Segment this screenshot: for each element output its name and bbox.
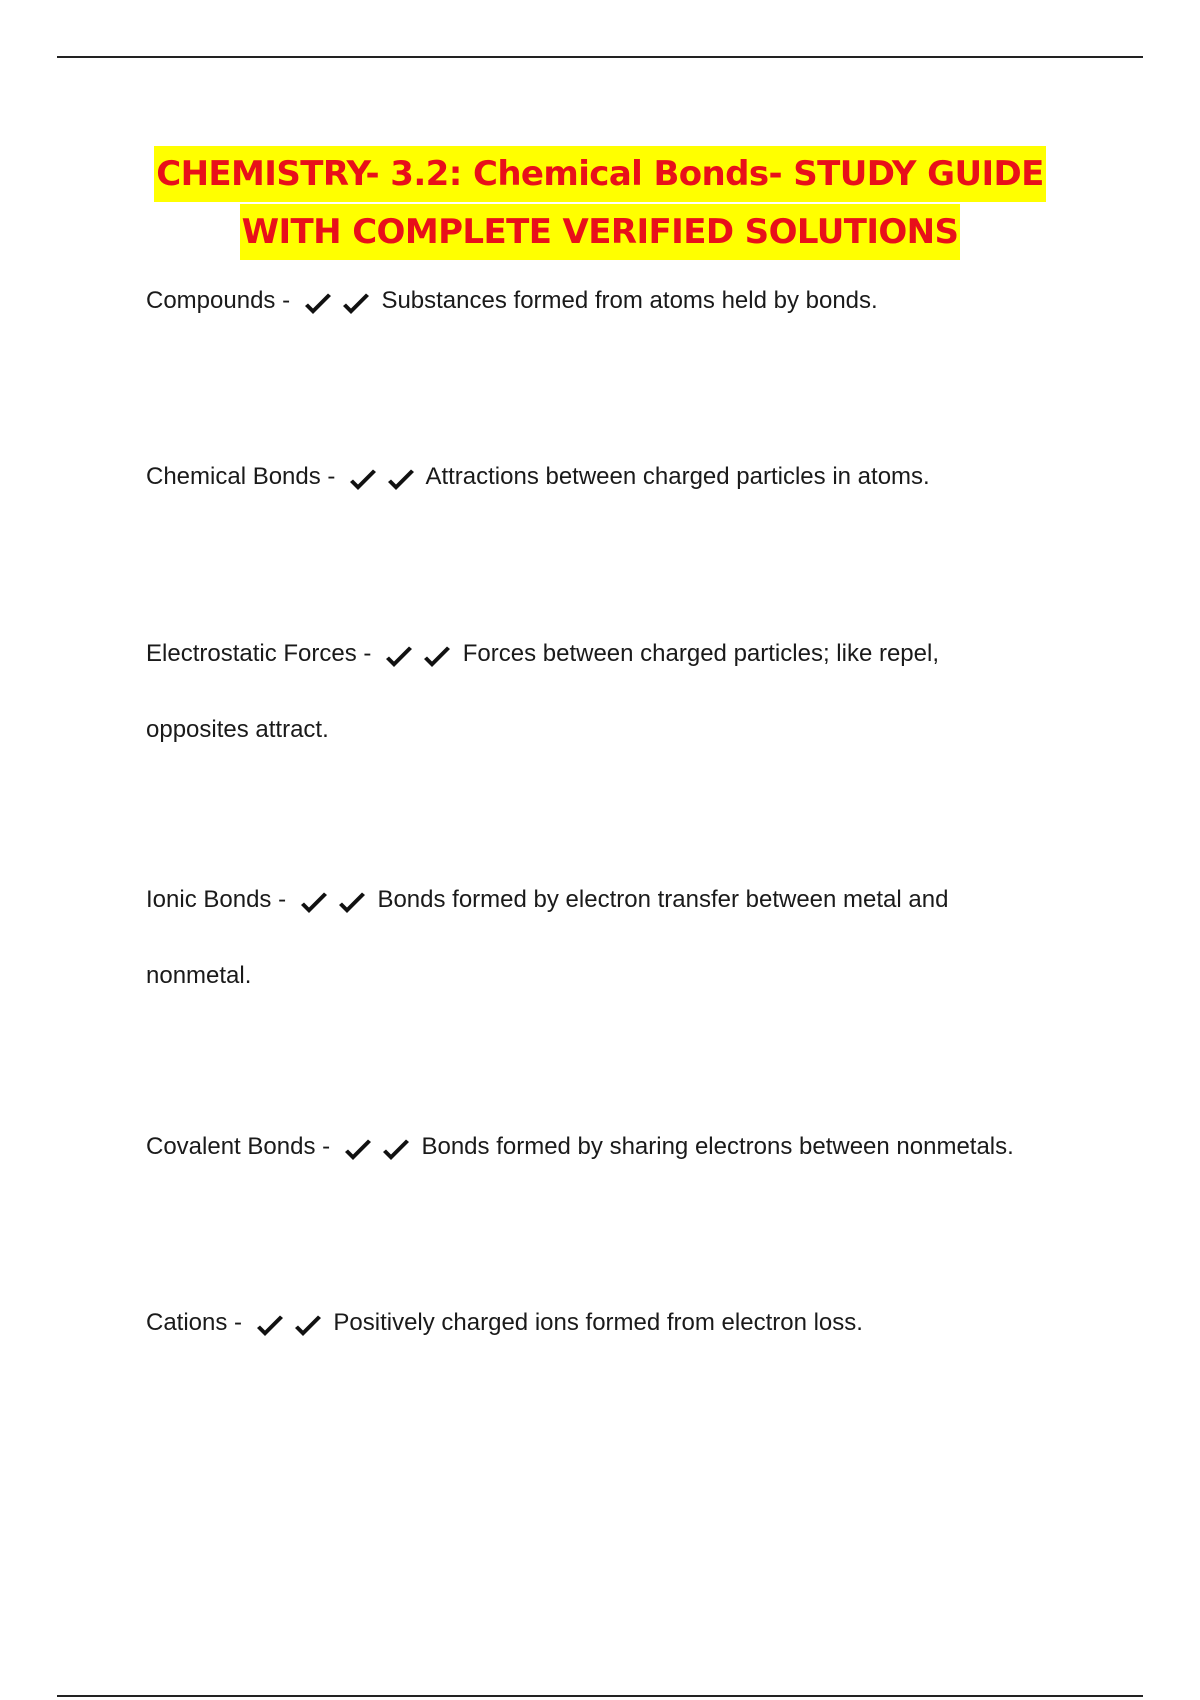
check-marks: [348, 443, 416, 516]
entry-definition: Substances formed from atoms held by bonds.: [381, 287, 878, 314]
check-icon: [299, 892, 329, 916]
check-marks: [255, 1289, 323, 1362]
check-icon: [381, 1139, 411, 1163]
entry-separator: -: [234, 1309, 243, 1336]
title-line-1: CHEMISTRY- 3.2: Chemical Bonds- STUDY GUIDE: [154, 146, 1046, 202]
entry-term: Chemical Bonds: [146, 463, 321, 490]
entry-term: Ionic Bonds: [146, 886, 272, 913]
entry-term: Electrostatic Forces: [146, 640, 357, 667]
entry-definition: Forces between charged particles; like repel,: [462, 640, 939, 667]
bottom-rule: [57, 1695, 1143, 1697]
entry-electrostatic-forces: [146, 617, 1086, 766]
check-icon: [422, 646, 452, 670]
entry-definition: Bonds formed by sharing electrons between nonmetals.: [421, 1133, 1014, 1160]
entry-separator: -: [282, 287, 291, 314]
check-icon: [293, 1315, 323, 1339]
title-line-2: WITH COMPLETE VERIFIED SOLUTIONS: [240, 204, 961, 260]
entry-definition: Attractions between charged particles in atoms.: [425, 463, 930, 490]
check-marks: [343, 1113, 411, 1186]
check-marks: [303, 267, 371, 340]
entry-term: Cations: [146, 1309, 228, 1336]
check-marks: [384, 620, 452, 693]
entry-compounds: [146, 264, 1086, 340]
entry-cations: [146, 1286, 1086, 1362]
check-icon: [343, 1139, 373, 1163]
check-marks: [299, 866, 367, 939]
entry-term: Covalent Bonds: [146, 1133, 316, 1160]
entry-separator: -: [322, 1133, 331, 1160]
check-icon: [303, 293, 333, 317]
check-icon: [386, 469, 416, 493]
entry-term: Compounds: [146, 287, 276, 314]
check-icon: [348, 469, 378, 493]
entry-separator: -: [278, 886, 287, 913]
top-rule: [57, 56, 1143, 58]
check-icon: [341, 293, 371, 317]
document-title: [0, 146, 1200, 262]
check-icon: [384, 646, 414, 670]
check-icon: [337, 892, 367, 916]
entry-definition-continued: nonmetal.: [146, 962, 252, 989]
entry-definition-continued: opposites attract.: [146, 716, 329, 743]
entry-covalent-bonds: [146, 1110, 1086, 1186]
entry-definition: Bonds formed by electron transfer between metal and: [377, 886, 949, 913]
check-icon: [255, 1315, 285, 1339]
entry-definition: Positively charged ions formed from electron loss.: [333, 1309, 863, 1336]
entry-ionic-bonds: [146, 863, 1086, 1012]
entry-chemical-bonds: [146, 440, 1086, 516]
entry-separator: -: [327, 463, 336, 490]
entry-separator: -: [363, 640, 372, 667]
